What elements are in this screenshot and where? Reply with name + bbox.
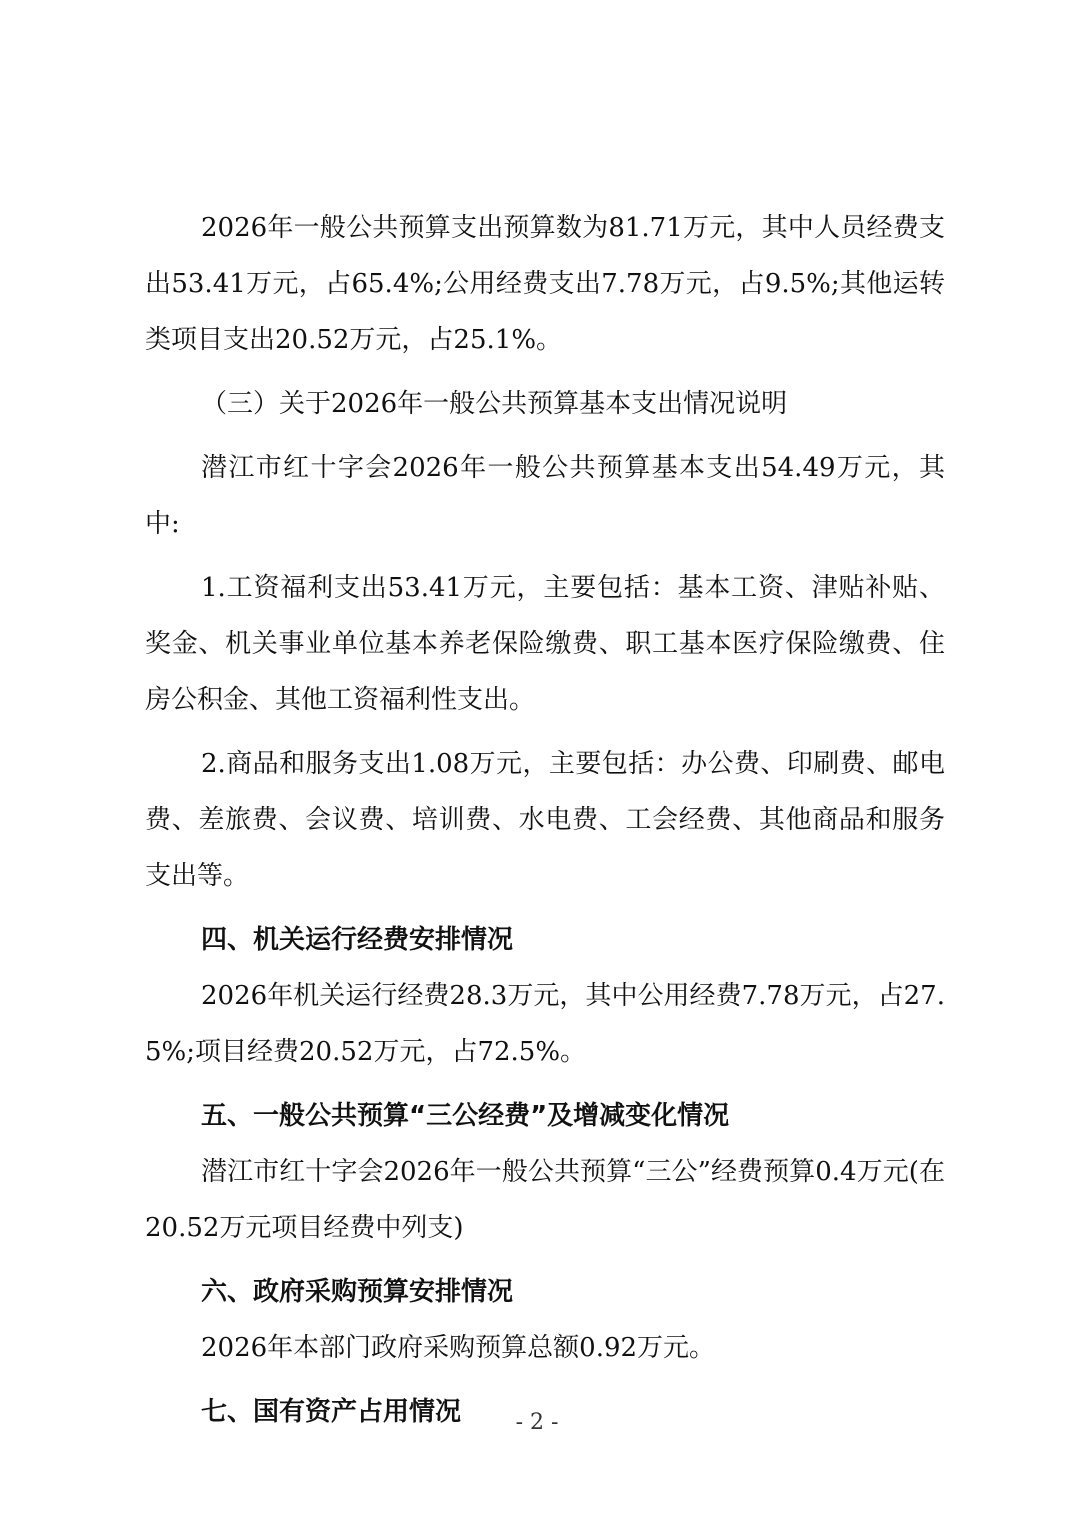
paragraph-operating-funds: 2026年机关运行经费28.3万元，其中公用经费7.78万元，占27.5%;项目经费20.52万元，占72.5%。 bbox=[145, 981, 945, 1067]
paragraph-procurement: 2026年本部门政府采购预算总额0.92万元。 bbox=[201, 1333, 716, 1363]
section-heading-state-assets: 七、国有资产占用情况 bbox=[201, 1397, 462, 1427]
paragraph-basic-expenditure: 潜江市红十字会2026年一般公共预算基本支出54.49万元，其中: bbox=[145, 453, 945, 539]
paragraph-general-expenditure: 2026年一般公共预算支出预算数为81.71万元，其中人员经费支出53.41万元，占65.4%;公用经费支出7.78万元，占9.5%;其他运转类项目支出20.52万元，占25.1%。 bbox=[145, 213, 945, 355]
list-item-goods-services: 2.商品和服务支出1.08万元，主要包括：办公费、印刷费、邮电费、差旅费、会议费、培训费、水电费、工会经费、其他商品和服务支出等。 bbox=[145, 749, 945, 891]
subsection-title-basic-expenditure: （三）关于2026年一般公共预算基本支出情况说明 bbox=[201, 389, 788, 419]
section-heading-operating-funds: 四、机关运行经费安排情况 bbox=[201, 925, 514, 955]
section-heading-procurement: 六、政府采购预算安排情况 bbox=[201, 1277, 514, 1307]
section-heading-three-public-funds: 五、一般公共预算“三公经费”及增减变化情况 bbox=[201, 1101, 730, 1131]
paragraph-three-public-funds: 潜江市红十字会2026年一般公共预算“三公”经费预算0.4万元(在20.52万元项目经费中列支) bbox=[145, 1157, 945, 1243]
list-item-salary-welfare: 1.工资福利支出53.41万元，主要包括：基本工资、津贴补贴、奖金、机关事业单位基本养老保险缴费、职工基本医疗保险缴费、住房公积金、其他工资福利性支出。 bbox=[145, 573, 945, 715]
document-body bbox=[145, 200, 945, 1440]
page-number: - 2 - bbox=[515, 1410, 559, 1435]
